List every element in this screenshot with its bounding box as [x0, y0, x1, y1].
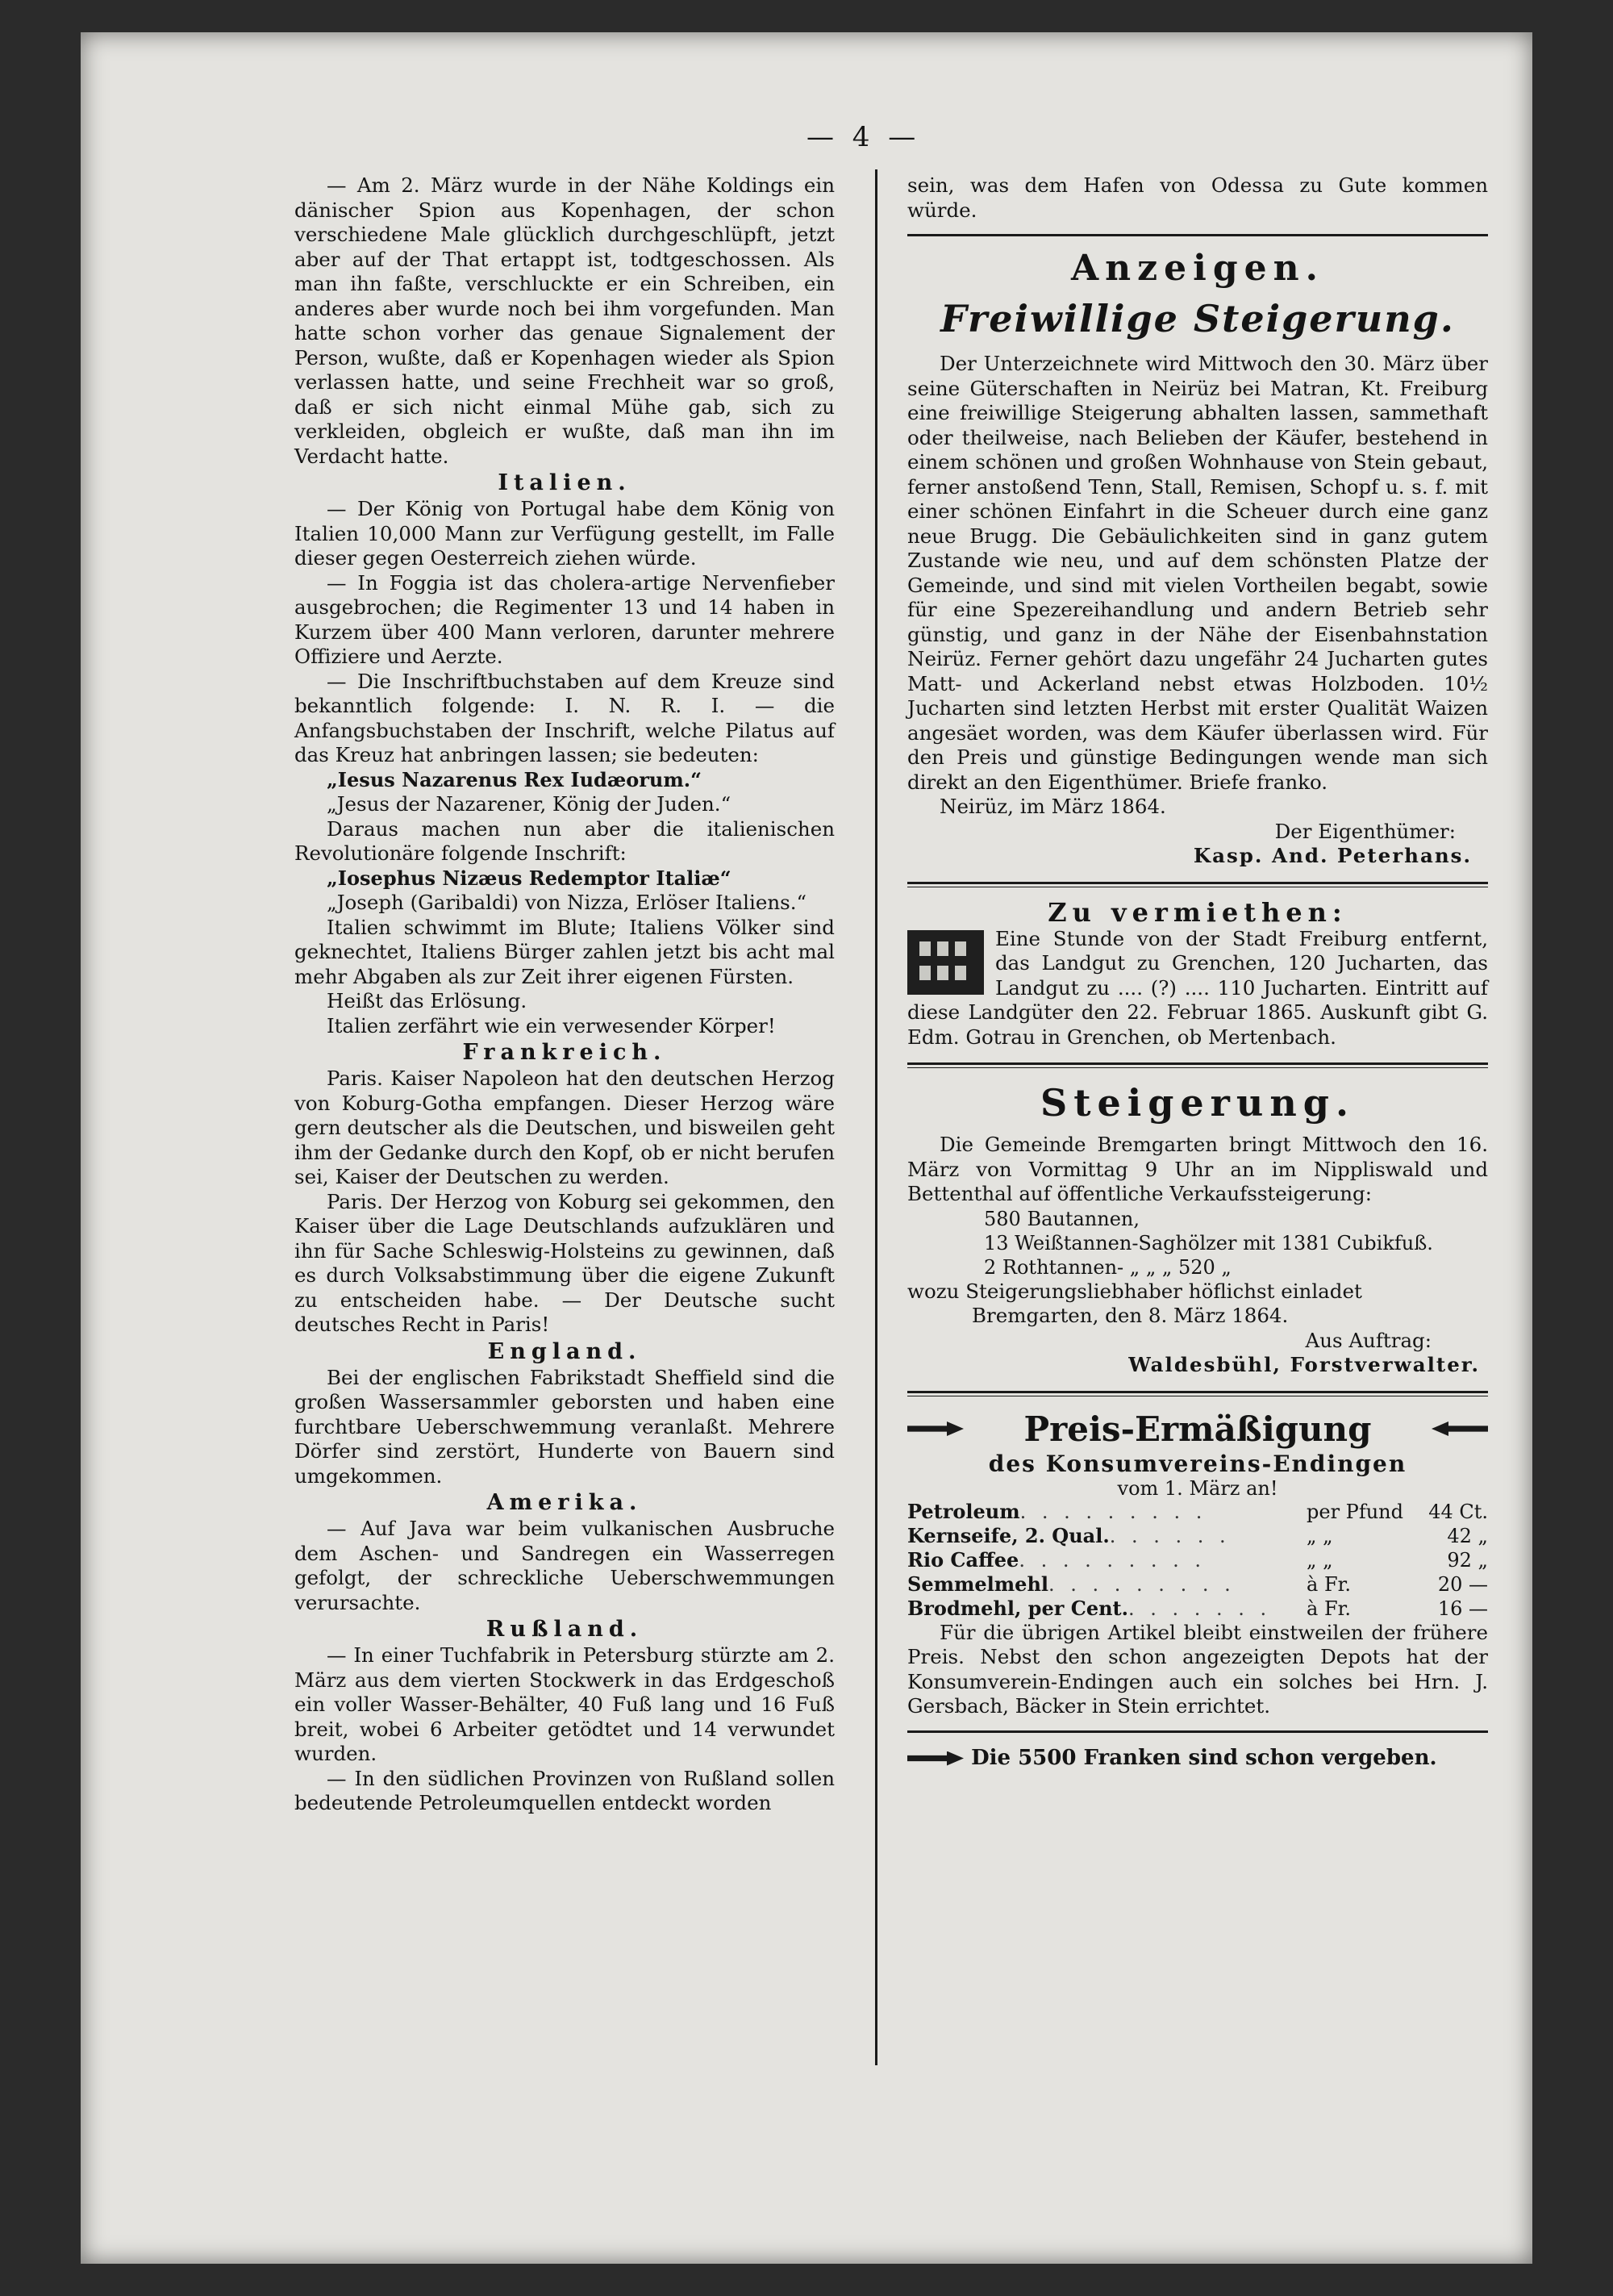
heading-england: England. [487, 1338, 642, 1364]
ad-steigerung-invite: wozu Steigerungsliebhaber höflichst einladet [907, 1279, 1362, 1303]
article-petroleum: — In den südlichen Provinzen von Rußland sollen bedeutende Petroleumquellen entdeckt worden [294, 1766, 835, 1814]
ad-steigerung-item: 580 Bautannen, [984, 1207, 1140, 1230]
price-unit: „ „ [1307, 1524, 1333, 1547]
article-italy-decay: Italien zerfährt wie ein verwesender Körper! [327, 1013, 776, 1037]
german-inscription-2: „Joseph (Garibaldi) von Nizza, Erlöser Italiens.“ [327, 891, 807, 914]
article-redemption: Heißt das Erlösung. [327, 989, 527, 1012]
ad-steigerung-signer: Waldesbühl, Forstverwalter. [1128, 1353, 1480, 1376]
latin-inscription-2: „Iosephus Nizæus Redemptor Italiæ“ [327, 866, 731, 890]
price-amount: 44 Ct. [1428, 1500, 1488, 1523]
ad-divider-1 [907, 882, 1488, 887]
price-leader: . . . . . . . [1127, 1597, 1272, 1620]
column-divider [875, 169, 877, 2065]
article-sheffield: Bei der englischen Fabrikstadt Sheffield sind die großen Wassersammler geborsten und haben eine furchtbare Ueberschwemmung veranlaßt. Mehrere Dörfer sind zerstört, Hunderte von Bauern sind umgekommen. [294, 1365, 835, 1488]
ad-steigerung-body: Die Gemeinde Bremgarten bringt Mittwoch den 16. März von Vormittag 9 Uhr an im Nippliswald und Bettenthal auf öffentliche Verkaufssteigerung: [907, 1133, 1488, 1205]
ad-steigerung-date: Bremgarten, den 8. März 1864. [972, 1304, 1289, 1327]
article-portugal: — Der König von Portugal habe dem König von Italien 10,000 Mann zur Verfügung gestellt, im Falle dieser gegen Oesterreich ziehen würde. [294, 497, 835, 570]
price-amount: 42 „ [1447, 1524, 1488, 1547]
article-foggia: — In Foggia ist das cholera-artige Nervenfieber ausgebrochen; die Regimenter 13 und 14 haben in Kurzem über 400 Mann verloren, darunter mehrere Offiziere und Aerzte. [294, 570, 835, 668]
page-number: — 4 — [806, 121, 921, 153]
pointing-hand-icon [1432, 1421, 1488, 1436]
price-row [907, 1524, 1488, 1548]
article-petersburg: — In einer Tuchfabrik in Petersburg stürzte am 2. März aus dem vierten Stockwerk in das Erdgeschoß ein voller Wasser-Behälter, 40 Fuß lang und 16 Fuß breit, wobei 6 Arbeiter getödtet und 14 verwundet wurden. [294, 1643, 835, 1765]
heading-amerika: Amerika. [486, 1490, 643, 1515]
ad-vermiethen-title: Zu vermiethen: [1048, 896, 1348, 928]
latin-inscription-1: „Iesus Nazarenus Rex Iudæorum.“ [327, 767, 702, 791]
article-italy-blood: Italien schwimmt im Blute; Italiens Völker sind geknechtet, Italiens Bürger zahlen jetzt bis acht mal mehr Abgaben als zur Zeit ihrer eigenen Fürsten. [294, 915, 835, 988]
article-spy: — Am 2. März wurde in der Nähe Koldings ein dänischer Spion aus Kopenhagen, der schon verschiedene Male glücklich durchgeschlüpft, jetzt aber auf der That ertappt ist, todtgeschossen. Als man ihn faßte, verschluckte er ein Schreiben, ein anderes aber wurde noch bei ihm vorgefunden. Man hatte schon vorher das genaue Signalement der Person, wußte, daß er Kopenhagen wieder als Spion verlassen hatte, und seine Frechheit war so groß, daß er sich nicht einmal Mühe gab, sich zu verkleiden, obgleich er wußte, daß man ihn im Verdacht hatte. [294, 173, 835, 468]
price-row [907, 1597, 1488, 1621]
ad-owner-name: Kasp. And. Peterhans. [1193, 844, 1472, 867]
price-item: Rio Caffee [907, 1547, 1019, 1572]
ad-preis-note: Für die übrigen Artikel bleibt einstweilen der frühere Preis. Nebst den schon angezeigten Depots hat der Konsumverein-Endingen auch ein solches bei Hrn. J. Gersbach, Bäcker in Stein errichtet. [907, 1620, 1488, 1718]
ad-preis-title-row [907, 1409, 1488, 1449]
ad-owner-label: Der Eigenthümer: [1274, 819, 1456, 843]
pointing-hand-icon [907, 1421, 964, 1436]
price-leader: . . . . . . . . . [1019, 1500, 1207, 1523]
ad-divider-3 [907, 1391, 1488, 1396]
ad-divider-4 [907, 1730, 1488, 1733]
heading-italien: Italien. [498, 470, 631, 495]
price-item: Kernseife, 2. Qual. [907, 1523, 1110, 1547]
heading-russland: Rußland. [486, 1617, 644, 1642]
price-item: Semmelmehl [907, 1572, 1049, 1596]
price-unit: „ „ [1307, 1548, 1333, 1572]
price-row [907, 1572, 1488, 1597]
heading-frankreich: Frankreich. [462, 1040, 667, 1065]
ad-franken-text: Die 5500 Franken sind schon vergeben. [971, 1745, 1437, 1770]
price-row [907, 1548, 1488, 1572]
ad-divider-2 [907, 1062, 1488, 1068]
ad-vermiethen-body: Eine Stunde von der Stadt Freiburg entfernt, das Landgut zu Grenchen, 120 Jucharten, das Landgut zu .... (?) .... 110 Jucharten. Eintritt auf diese Landgüter den 22. Februar 1865. Auskunft gibt G. Edm. Gotrau in Grenchen, ob Mertenbach. [907, 926, 1488, 1049]
price-row [907, 1500, 1488, 1524]
price-amount: 92 „ [1447, 1548, 1488, 1572]
right-column [907, 173, 1488, 1772]
house-icon [907, 930, 984, 995]
ad-preis-valid: vom 1. März an! [1117, 1476, 1278, 1500]
german-inscription-1: „Jesus der Nazarener, König der Juden.“ [327, 792, 731, 816]
ad-freiwillige-steigerung-date: Neirüz, im März 1864. [940, 795, 1166, 818]
article-inri: — Die Inschriftbuchstaben auf dem Kreuze sind bekanntlich folgende: I. N. R. I. — die Anfangsbuchstaben der Inschrift, welche Pilatus auf das Kreuz hat anbringen lassen; sie bedeuten: [294, 669, 835, 766]
divider-rule [907, 234, 1488, 236]
heading-anzeigen: Anzeigen. [1071, 248, 1324, 289]
ad-preis-title: Preis-Ermäßigung [1023, 1409, 1372, 1449]
article-revolutionaries: Daraus machen nun aber die italienischen Revolutionäre folgende Inschrift: [294, 816, 835, 865]
price-item: Petroleum [907, 1499, 1020, 1523]
price-amount: 20 — [1437, 1572, 1488, 1596]
ad-steigerung-title: Steigerung. [1040, 1081, 1355, 1125]
price-leader: . . . . . . [1109, 1524, 1231, 1547]
article-java: — Auf Java war beim vulkanischen Ausbruche dem Aschen- und Sandregen ein Wasserregen gefolgt, der schreckliche Ueberschwemmungen verursachte. [294, 1517, 835, 1614]
ad-freiwillige-steigerung-title: Freiwillige Steigerung. [940, 297, 1455, 340]
price-leader: . . . . . . . . . [1019, 1548, 1207, 1572]
price-unit: per Pfund [1307, 1500, 1403, 1523]
ad-steigerung-item: 2 Rothtannen- „ „ „ 520 „ [984, 1255, 1232, 1279]
price-amount: 16 — [1437, 1597, 1488, 1620]
ad-freiwillige-steigerung-body: Der Unterzeichnete wird Mittwoch den 30. März über seine Güterschaften in Neirüz bei Matran, Kt. Freiburg eine freiwillige Steigerung abhalten lassen, sammethaft oder theilweise, nach Belieben der Käufer, bestehend in einem schönen und großen Wohnhause von Stein gebaut, ferner anstoßend Tenn, Stall, Remisen, Schopf u. s. f. mit einer schönen Einfahrt in die Scheuer durch eine ganz neue Brugg. Die Gebäulichkeiten sind in ganz gutem Zustande wie neu, und auf dem schönsten Platze der Gemeinde, und sind mit vielen Vortheilen begabt, sowie für eine Spezereihandlung und andern Betrieb sehr günstig, und ganz in der Nähe der Eisenbahnstation Neirüz. Ferner gehört dazu ungefähr 24 Jucharten gutes Matt- und Ackerland nebst etwas Holzboden. 10½ Jucharten sind letzten Herbst mit erster Qualität Waizen angesäet worden, was dem Käufer überlassen wird. Für den Preis und günstige Bedingungen wende man sich direkt an den Eigenthümer. Briefe franko. [907, 352, 1488, 794]
price-unit: à Fr. [1307, 1597, 1352, 1620]
pointing-hand-icon [907, 1751, 964, 1766]
price-unit: à Fr. [1307, 1572, 1352, 1596]
article-odessa-continued: sein, was dem Hafen von Odessa zu Gute kommen würde. [907, 173, 1488, 222]
left-column [294, 173, 835, 1816]
price-item: Brodmehl, per Cent. [907, 1596, 1128, 1620]
ad-preis-subtitle: des Konsumvereins-Endingen [988, 1450, 1407, 1477]
ad-steigerung-by-order: Aus Auftrag: [1305, 1328, 1432, 1352]
ad-franken-notice [907, 1744, 1488, 1772]
price-leader: . . . . . . . . . [1048, 1572, 1236, 1596]
article-paris-2: Paris. Der Herzog von Koburg sei gekommen, den Kaiser über die Lage Deutschlands aufzuklären und ihn für Sache Schleswig-Holsteins zu gewinnen, daß es durch Volksabstimmung über die eigene Zukunft zu entscheiden habe. — Der Deutsche sucht deutsches Recht in Paris! [294, 1189, 835, 1336]
ad-steigerung-item: 13 Weißtannen-Saghölzer mit 1381 Cubikfuß. [984, 1231, 1433, 1254]
article-paris-1: Paris. Kaiser Napoleon hat den deutschen Herzog von Koburg-Gotha empfangen. Dieser Herzog wäre gern deutscher als die Deutschen, und bisweilen geht ihm der Gedanke durch den Kopf, ob er nicht berufen sei, Kaiser der Deutschen zu werden. [294, 1067, 835, 1188]
